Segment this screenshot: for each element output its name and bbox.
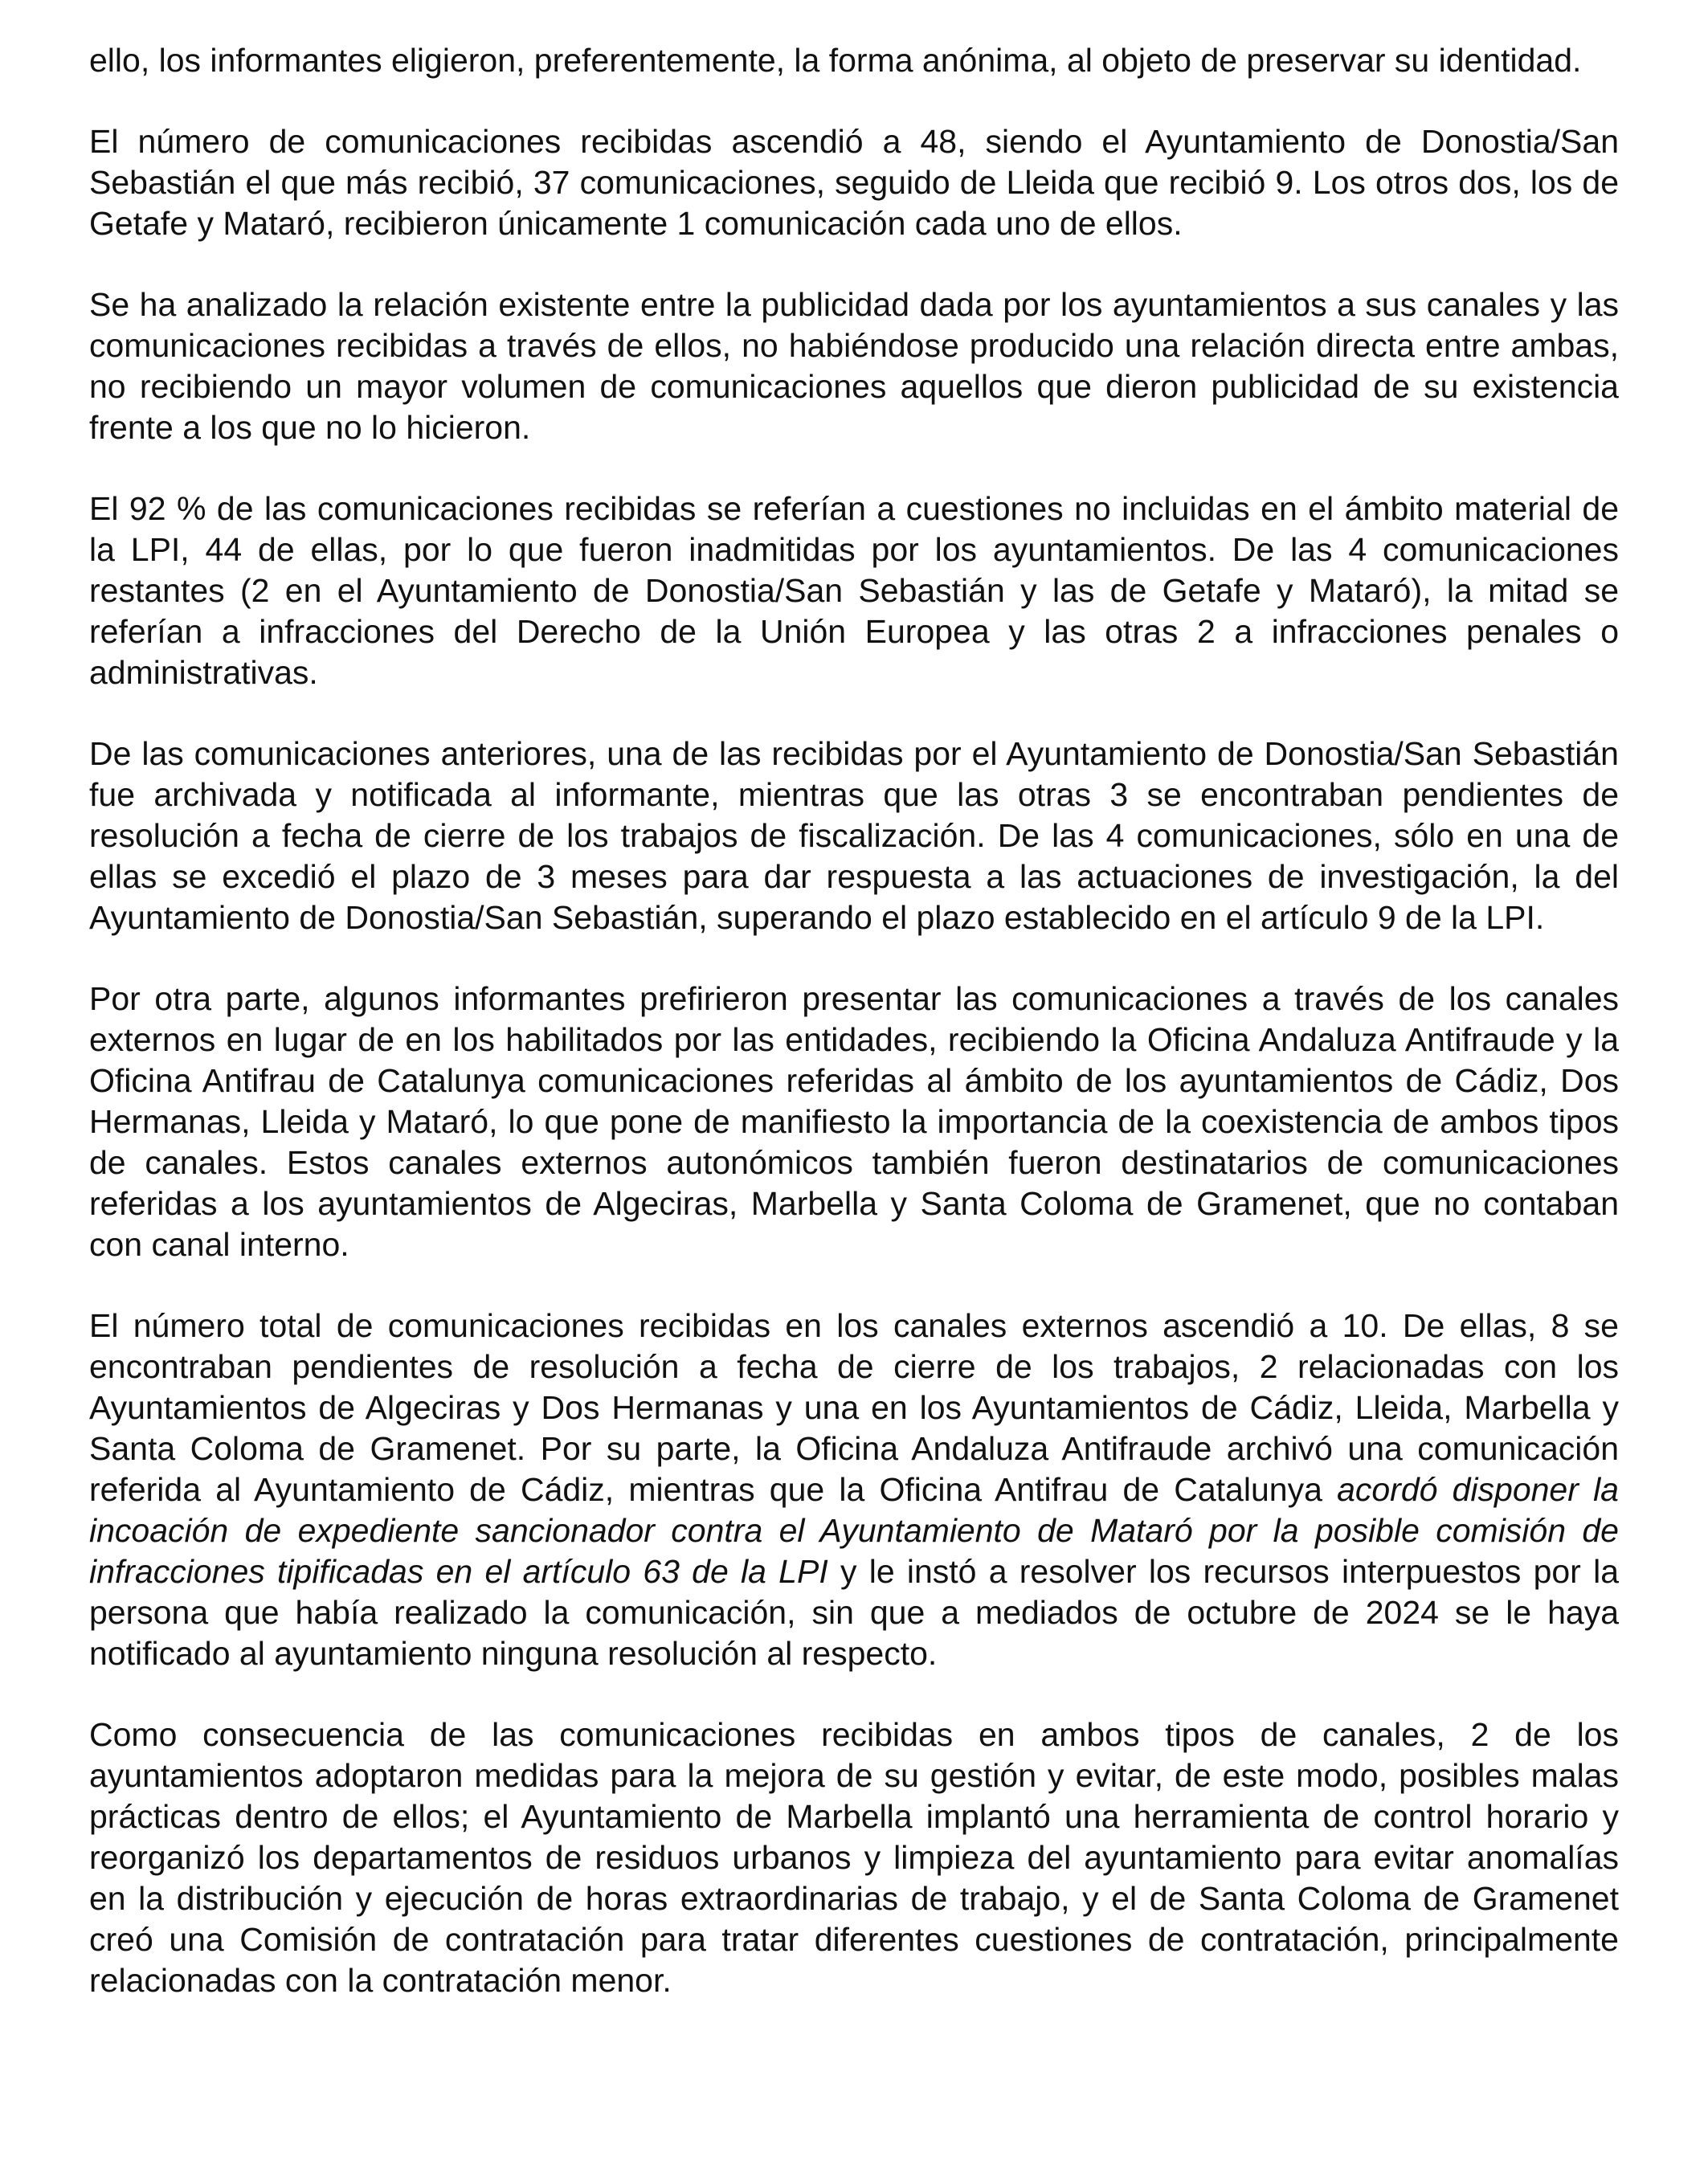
paragraph-7 <box>89 1306 1619 1674</box>
paragraph-6: Por otra parte, algunos informantes prefirieron presentar las comunicaciones a través de los canales externos en lugar de en los habilitados por las entidades, recibiendo la Oficina Andaluza Antifraude y la Oficina Antifrau de Catalunya comunicaciones referidas al ámbito de los ayuntamientos de Cádiz, Dos Hermanas, Lleida y Mataró, lo que pone de manifiesto la importancia de la coexistencia de ambos tipos de canales. Estos canales externos autonómicos también fueron destinatarios de comunicaciones referidas a los ayuntamientos de Algeciras, Marbella y Santa Coloma de Gramenet, que no contaban con canal interno. <box>89 980 1619 1263</box>
paragraph-8: Como consecuencia de las comunicaciones recibidas en ambos tipos de canales, 2 de los ayuntamientos adoptaron medidas para la mejora de su gestión y evitar, de este modo, posibles malas prácticas dentro de ellos; el Ayuntamiento de Marbella implantó una herramienta de control horario y reorganizó los departamentos de residuos urbanos y limpieza del ayuntamiento para evitar anomalías en la distribución y ejecución de horas extraordinarias de trabajo, y el de Santa Coloma de Gramenet creó una Comisión de contratación para tratar diferentes cuestiones de contratación, principalmente relacionadas con la contratación menor. <box>89 1716 1619 1999</box>
paragraph-4: El 92 % de las comunicaciones recibidas se referían a cuestiones no incluidas en el ámbito material de la LPI, 44 de ellas, por lo que fueron inadmitidas por los ayuntamientos. De las 4 comunicaciones restantes (2 en el Ayuntamiento de Donostia/San Sebastián y las de Getafe y Mataró), la mitad se referían a infracciones del Derecho de la Unión Europea y las otras 2 a infracciones penales o administrativas. <box>89 490 1619 691</box>
paragraph-3: Se ha analizado la relación existente entre la publicidad dada por los ayuntamientos a sus canales y las comunicaciones recibidas a través de ellos, no habiéndose producido una relación directa entre ambas, no recibiendo un mayor volumen de comunicaciones aquellos que dieron publicidad de su existencia frente a los que no lo hicieron. <box>89 286 1619 446</box>
paragraph-7-italic-quote: acordó disponer la incoación de expediente sancionador contra el Ayuntamiento de Mataró por la posible comisión de infracciones tipificadas en el artículo 63 de la LPI <box>89 1471 1619 1590</box>
paragraph-2: El número de comunicaciones recibidas ascendió a 48, siendo el Ayuntamiento de Donostia/San Sebastián el que más recibió, 37 comunicaciones, seguido de Lleida que recibió 9. Los otros dos, los de Getafe y Mataró, recibieron únicamente 1 comunicación cada uno de ellos. <box>89 123 1619 242</box>
document-page <box>89 40 1619 2041</box>
paragraph-7-text-before: El número total de comunicaciones recibidas en los canales externos ascendió a 10. De ellas, 8 se encontraban pendientes de resolución a fecha de cierre de los trabajos, 2 relacionadas con los Ayuntamientos de Algeciras y Dos Hermanas y una en los Ayuntamientos de Cádiz, Lleida, Marbella y Santa Coloma de Gramenet. Por su parte, la Oficina Andaluza Antifraude archivó una comunicación referida al Ayuntamiento de Cádiz, mientras que la Oficina Antifrau de Catalunya <box>89 1307 1619 1508</box>
paragraph-7-text-after: y le instó a resolver los recursos interpuestos por la persona que había realizado la comunicación, sin que a mediados de octubre de 2024 se le haya notificado al ayuntamiento ninguna resolución al respecto. <box>89 1553 1619 1672</box>
paragraph-1: ello, los informantes eligieron, preferentemente, la forma anónima, al objeto de preservar su identidad. <box>89 42 1582 79</box>
paragraph-5: De las comunicaciones anteriores, una de las recibidas por el Ayuntamiento de Donostia/San Sebastián fue archivada y notificada al informante, mientras que las otras 3 se encontraban pendientes de resolución a fecha de cierre de los trabajos de fiscalización. De las 4 comunicaciones, sólo en una de ellas se excedió el plazo de 3 meses para dar respuesta a las actuaciones de investigación, la del Ayuntamiento de Donostia/San Sebastián, superando el plazo establecido en el artículo 9 de la LPI. <box>89 735 1619 936</box>
